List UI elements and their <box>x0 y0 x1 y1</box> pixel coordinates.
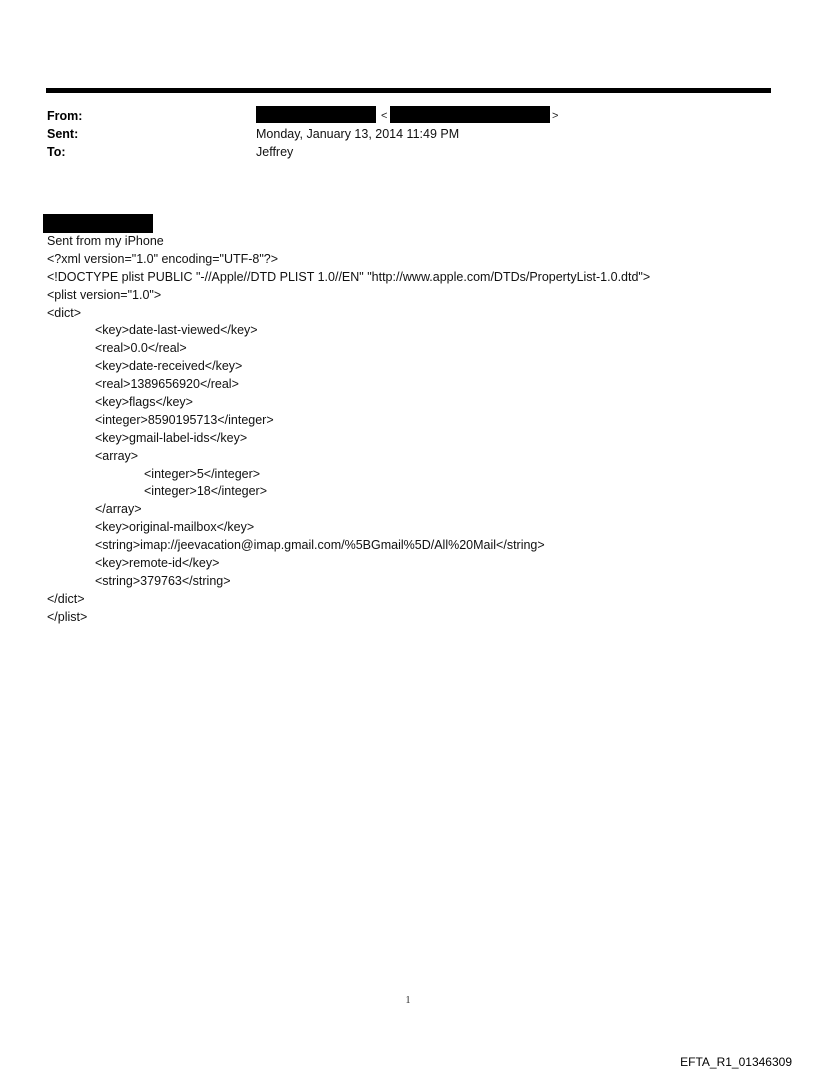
body-line: <integer>8590195713</integer> <box>95 412 274 427</box>
sent-value: Monday, January 13, 2014 11:49 PM <box>256 127 460 141</box>
from-email-redaction <box>390 106 550 123</box>
body-line: <key>remote-id</key> <box>95 556 220 571</box>
body-line: <key>flags</key> <box>95 395 193 410</box>
body-line: <array> <box>95 448 139 463</box>
body-line: <plist version="1.0"> <box>47 287 162 302</box>
body-line: <integer>5</integer> <box>144 466 261 481</box>
from-label: From: <box>47 109 83 123</box>
from-close-bracket: > <box>552 110 559 122</box>
body-line: <dict> <box>47 305 82 320</box>
sent-label: Sent: <box>47 127 79 141</box>
body-line: <key>date-received</key> <box>95 359 243 374</box>
message-body <box>47 233 787 627</box>
body-line: <key>gmail-label-ids</key> <box>95 430 248 445</box>
body-line: <string>imap://jeevacation@imap.gmail.com/%5BGmail%5D/All%20Mail</string> <box>95 538 545 553</box>
body-line: <real>0.0</real> <box>95 341 187 356</box>
body-line: </dict> <box>47 591 85 606</box>
page-number: 1 <box>405 995 411 1006</box>
body-line: <integer>18</integer> <box>144 484 268 499</box>
header-rule <box>46 88 771 93</box>
from-open-bracket: < <box>381 110 388 122</box>
body-line: </plist> <box>47 609 88 624</box>
body-line: <key>date-last-viewed</key> <box>95 323 258 338</box>
body-redaction <box>43 214 153 233</box>
body-line: <!DOCTYPE plist PUBLIC "-//Apple//DTD PLIST 1.0//EN" "http://www.apple.com/DTDs/PropertyList-1.0.dtd"> <box>47 269 651 284</box>
body-line: <key>original-mailbox</key> <box>95 520 255 535</box>
body-line: Sent from my iPhone <box>47 234 164 248</box>
bates-number: EFTA_R1_01346309 <box>680 1055 792 1069</box>
body-line: <?xml version="1.0" encoding="UTF-8"?> <box>47 251 279 266</box>
body-line: </array> <box>95 502 142 517</box>
body-line: <real>1389656920</real> <box>95 377 239 392</box>
body-line: <string>379763</string> <box>95 573 231 588</box>
to-label: To: <box>47 145 66 159</box>
to-value: Jeffrey <box>256 145 294 159</box>
from-name-redaction <box>256 106 376 123</box>
